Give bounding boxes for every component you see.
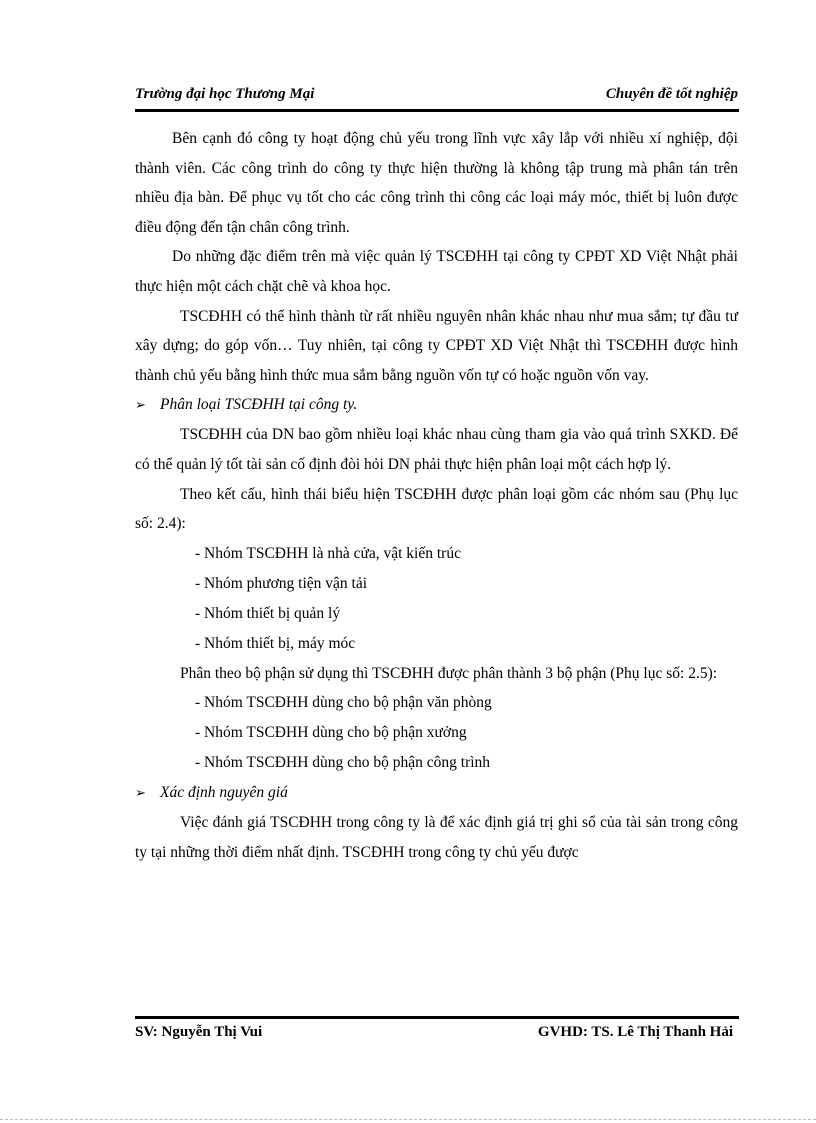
paragraph-1: Bên cạnh đó công ty hoạt động chủ yếu trong lĩnh vực xây lắp với nhiều xí nghiệp, đội thành viên. Các công trình do công ty thực hiện thường là không tập trung mà phân tán trên nhiều địa bàn. Để phục vụ tốt cho các công trình thi công các loại máy móc, thiết bị luôn được điều động đến tận chân công trình.	[135, 130, 738, 236]
list-item: - Nhóm TSCĐHH dùng cho bộ phận công trình	[195, 754, 491, 772]
footer-supervisor-name: GVHD: TS. Lê Thị Thanh Hải	[537, 1024, 733, 1040]
header-rule	[135, 109, 739, 112]
arrow-bullet-icon: ➢	[135, 397, 146, 413]
section-heading-text: Xác định nguyên giá	[160, 784, 288, 802]
paragraph-2: Do những đặc điểm trên mà việc quản lý TSCĐHH tại công ty CPĐT XD Việt Nhật phải thực hiện một cách chặt chẽ và khoa học.	[135, 248, 738, 295]
footer-rule	[135, 1016, 739, 1019]
list-item: - Nhóm TSCĐHH dùng cho bộ phận văn phòng	[195, 694, 492, 712]
paragraph-3: TSCĐHH có thể hình thành từ rất nhiều nguyên nhân khác nhau như mua sắm; tự đầu tư xây dựng; do góp vốn… Tuy nhiên, tại công ty CPĐT XD Việt Nhật thì TSCĐHH được hình thành chủ yếu bằng hình thức mua sắm bằng nguồn vốn tự có hoặc nguồn vốn vay.	[135, 307, 738, 384]
list-item: - Nhóm TSCĐHH dùng cho bộ phận xưởng	[195, 724, 467, 742]
section-heading-original-cost	[135, 778, 738, 808]
paragraph-6: Phân theo bộ phận sử dụng thì TSCĐHH được phân thành 3 bộ phận (Phụ lục số: 2.5):	[180, 664, 718, 682]
section-heading-classification	[135, 390, 738, 420]
page-body	[135, 124, 738, 868]
paragraph-4: TSCĐHH của DN bao gồm nhiều loại khác nhau cùng tham gia vào quá trình SXKD. Để có thể quản lý tốt tài sản cố định đòi hỏi DN phải thực hiện phân loại một cách hợp lý.	[135, 426, 738, 473]
page-footer	[135, 1024, 733, 1044]
footer-student-name: SV: Nguyễn Thị Vui	[135, 1024, 263, 1040]
header-document-type: Chuyên đề tốt nghiệp	[605, 86, 738, 102]
page-header	[135, 86, 738, 110]
list-item: - Nhóm thiết bị, máy móc	[195, 634, 356, 652]
page-break-line	[0, 1119, 816, 1120]
paragraph-5: Theo kết cấu, hình thái biểu hiện TSCĐHH được phân loại gồm các nhóm sau (Phụ lục số: 2.4):	[135, 485, 738, 533]
arrow-bullet-icon: ➢	[135, 785, 146, 801]
list-item: - Nhóm thiết bị quản lý	[195, 604, 341, 622]
paragraph-7: Việc đánh giá TSCĐHH trong công ty là để xác định giá trị ghi sổ của tài sản trong công ty tại những thời điểm nhất định. TSCĐHH trong công ty chủ yếu được	[135, 814, 738, 861]
list-item: - Nhóm phương tiện vận tải	[195, 574, 367, 592]
section-heading-text: Phân loại TSCĐHH tại công ty.	[160, 396, 358, 414]
header-school-name: Trường đại học Thương Mại	[135, 86, 315, 102]
list-item: - Nhóm TSCĐHH là nhà cửa, vật kiến trúc	[195, 544, 461, 562]
